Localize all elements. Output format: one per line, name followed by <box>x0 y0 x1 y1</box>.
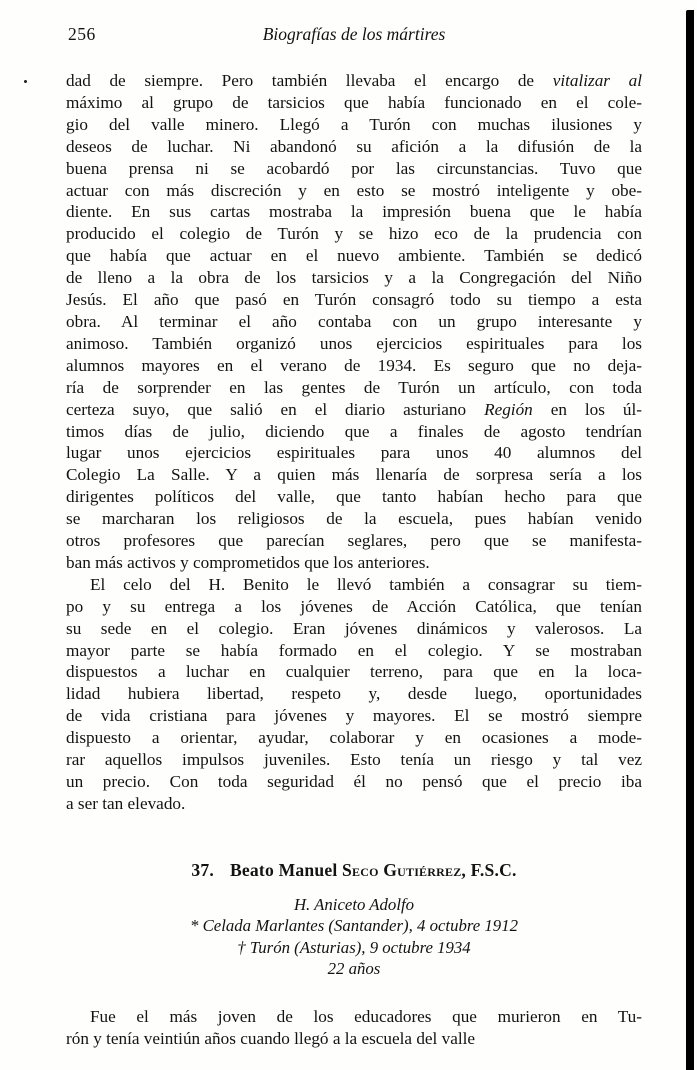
text-line: de lleno a la obra de los tarsicios y a la Congregación del Niño <box>66 268 642 288</box>
page-number: 256 <box>68 24 96 44</box>
text-line: El celo del H. Benito le llevó también a consagrar su tiem- <box>90 574 642 594</box>
text-line: lugar unos ejercicios espirituales para unos 40 alumnos del <box>66 443 642 463</box>
text-line: certeza suyo, que salió en el diario asturiano Región en los úl- <box>66 399 643 419</box>
section-number: 37. <box>191 859 214 880</box>
text-line: Colegio La Salle. Y a quien más llenaría de sorpresa sería a los <box>66 465 642 485</box>
text-line: timos días de julio, diciendo que a finales de agosto tendrían <box>66 421 642 441</box>
section-title-smallcaps: Seco Gutiérrez <box>342 859 462 880</box>
paragraph-3 <box>66 1006 642 1050</box>
text-line: actuar con más discreción y en esto se mostró inteligente y obe- <box>66 180 642 200</box>
text-line: Jesús. El año que pasó en Turón consagró todo su tiempo a esta <box>66 290 642 310</box>
text-line: un precio. Con toda seguridad él no pensó que el precio iba <box>66 772 642 791</box>
text-line: alumnos mayores en el verano de 1934. Es seguro que no deja- <box>66 355 642 375</box>
text-line: dad de siempre. Pero también llevaba el encargo de vitalizar al <box>66 71 642 90</box>
text-line: máximo al grupo de tarsicios que había funcionado en el cole- <box>66 92 642 112</box>
scan-binding-shadow <box>686 10 694 1070</box>
section-title-before: Beato Manuel <box>229 859 343 880</box>
text-line: Fue el más joven de los educadores que murieron en Tu- <box>90 1007 642 1027</box>
text-line: dispuesto a orientar, ayudar, colaborar y en ocasiones a mode- <box>66 728 642 748</box>
text-line: † Turón (Asturias), 9 octubre 1934 <box>237 937 471 957</box>
text-line: rón y tenía veintiún años cuando llegó a la escuela del valle <box>66 1029 476 1049</box>
running-title: Biografías de los mártires <box>262 24 446 44</box>
section-title-text <box>230 860 517 880</box>
text-line: dispuestos a luchar en cualquier terreno, para que en la loca- <box>66 662 642 682</box>
scan-speck <box>24 80 27 83</box>
text-line: de vida cristiana para jóvenes y mayores. El se mostró siempre <box>66 706 642 726</box>
text-line: se marcharan los religiosos de la escuela, pues habían venido <box>66 509 642 529</box>
body-text <box>66 70 642 1050</box>
text-line: buena prensa ni se acobardó por las circunstancias. Tuvo que <box>66 158 642 178</box>
section-heading <box>66 859 642 881</box>
paragraph-1 <box>66 70 642 574</box>
text-line: producido el colegio de Turón y se hizo eco de la prudencia con <box>66 224 642 244</box>
text-line: dirigentes políticos del valle, que tanto habían hecho para que <box>66 487 642 507</box>
text-line: su sede en el colegio. Eran jóvenes dinámicos y valerosos. La <box>66 618 642 638</box>
text-line: lidad hubiera libertad, respeto y, desde luego, oportunidades <box>66 684 642 704</box>
text-line: gio del valle minero. Llegó a Turón con muchas ilusiones y <box>66 114 642 134</box>
paragraph-2 <box>66 574 642 815</box>
text-line: mayor parte se había formado en el colegio. Y se mostraban <box>66 640 642 660</box>
text-line: ban más activos y comprometidos que los anteriores. <box>66 552 430 572</box>
text-line: deseos de luchar. Ni abandonó su afición a la difusión de la <box>66 136 642 156</box>
vita-block <box>66 894 642 980</box>
text-line: po y su entrega a los jóvenes de Acción Católica, que tenían <box>66 596 642 616</box>
text-line: que había que actuar en el nuevo ambiente. También se dedicó <box>66 246 642 266</box>
text-line: rar aquellos impulsos juveniles. Esto tenía un riesgo y tal vez <box>66 750 642 770</box>
text-line: * Celada Marlantes (Santander), 4 octubre 1912 <box>190 916 518 936</box>
text-block <box>66 24 642 1050</box>
text-line: obra. Al terminar el año contaba con un grupo interesante y <box>66 311 642 331</box>
section-title-after: , F.S.C. <box>461 859 517 880</box>
text-line: otros profesores que parecían seglares, pero que se manifesta- <box>66 531 642 551</box>
text-line: animoso. También organizó unos ejercicios espirituales para los <box>66 333 642 353</box>
text-line: H. Aniceto Adolfo <box>293 894 415 914</box>
text-line: 22 años <box>327 959 381 979</box>
text-line: a ser tan elevado. <box>66 793 186 813</box>
text-line: diente. En sus cartas mostraba la impresión buena que le había <box>66 202 642 222</box>
page-header <box>66 24 642 46</box>
text-line: ría de sorprender en las gentes de Turón un artículo, con toda <box>66 377 642 397</box>
